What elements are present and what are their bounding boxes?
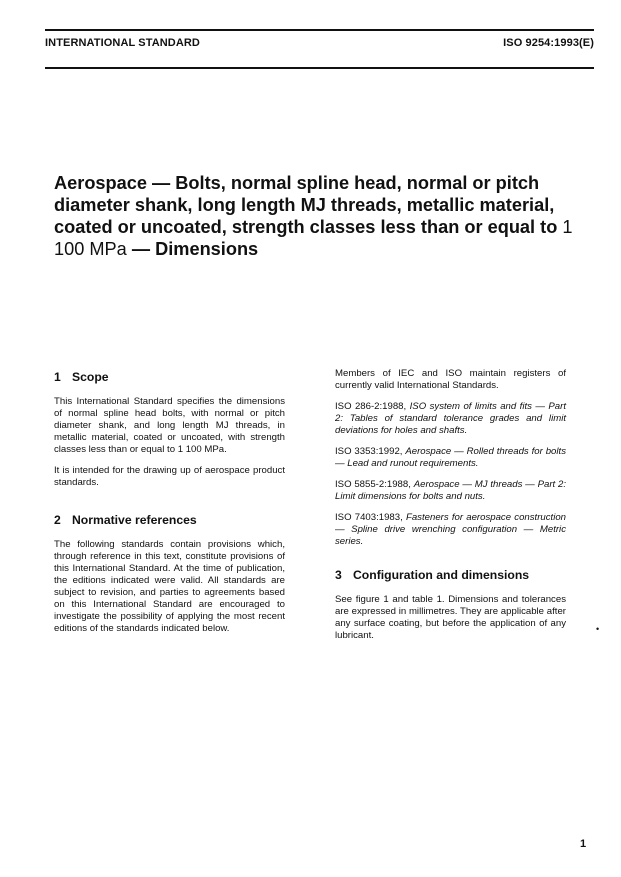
scan-speck: •: [596, 624, 600, 634]
section-number: 3: [335, 568, 342, 582]
section-title: Configuration and dimensions: [353, 568, 530, 582]
reference-title: ISO system of limits and fits — Part 2: Tables of standard tolerance grades and limit deviations for holes and shafts.: [335, 401, 566, 436]
reference-title: Aerospace — Rolled threads for bolts — Lead and runout requirements.: [335, 446, 566, 469]
page-number: 1: [580, 838, 587, 850]
title-value: 1 100 MPa: [54, 217, 573, 259]
header-top-rule: [45, 29, 594, 31]
reference-code: ISO 286-2:1988,: [335, 401, 407, 412]
reference-item: [335, 479, 566, 503]
title-suffix: — Dimensions: [126, 239, 259, 259]
configuration-paragraph: See figure 1 and table 1. Dimensions and tolerances are expressed in millimetres. They are applicable after any surface coating, but before the application of any lubricant.: [335, 594, 566, 641]
title-main: Aerospace — Bolts, normal spline head, normal or pitch diameter shank, long length MJ threads, metallic material, coated or uncoated, strength classes less than or equal to: [54, 173, 563, 237]
section-heading-configuration: [335, 568, 566, 582]
reference-title: Aerospace — MJ threads — Part 2: Limit dimensions for bolts and nuts.: [335, 479, 566, 502]
scope-paragraph: It is intended for the drawing up of aerospace product standards.: [54, 465, 285, 488]
reference-item: [335, 401, 566, 437]
section-number: 1: [54, 370, 61, 384]
section-heading-normative-references: [54, 513, 285, 527]
normative-intro-paragraph: The following standards contain provisions which, through reference in this text, constitute provisions of this International Standard. At the time of publication, the editions indicated were valid. All standards are subject to revision, and parties to agreements based on this International Standard are encouraged to investigate the possibility of applying the most recent editions of the standards indicated below.: [54, 539, 285, 634]
reference-code: ISO 3353:1992,: [335, 446, 403, 457]
header-bottom-rule: [45, 67, 594, 69]
reference-code: ISO 7403:1983,: [335, 512, 403, 523]
right-column: [335, 368, 566, 642]
section-number: 2: [54, 513, 61, 527]
left-column: [54, 370, 285, 635]
registers-paragraph: Members of IEC and ISO maintain registers of currently valid International Standards.: [335, 368, 566, 391]
document-number: ISO 9254:1993(E): [503, 37, 594, 49]
reference-item: [335, 512, 566, 548]
section-heading-scope: [54, 370, 285, 384]
reference-code: ISO 5855-2:1988,: [335, 479, 411, 490]
reference-item: [335, 446, 566, 470]
reference-title: Fasteners for aerospace construction — Spline drive wrenching configuration — Metric series.: [335, 512, 566, 547]
section-title: Scope: [72, 370, 109, 384]
section-title: Normative references: [72, 513, 197, 527]
document-title: [54, 172, 574, 260]
scope-paragraph: This International Standard specifies the dimensions of normal spline head bolts, with normal or pitch diameter shank, and long length MJ threads, in metallic material, coated or uncoated, with strength classes less than or equal to 1 100 MPa.: [54, 396, 285, 455]
document-type-label: INTERNATIONAL STANDARD: [45, 37, 200, 49]
